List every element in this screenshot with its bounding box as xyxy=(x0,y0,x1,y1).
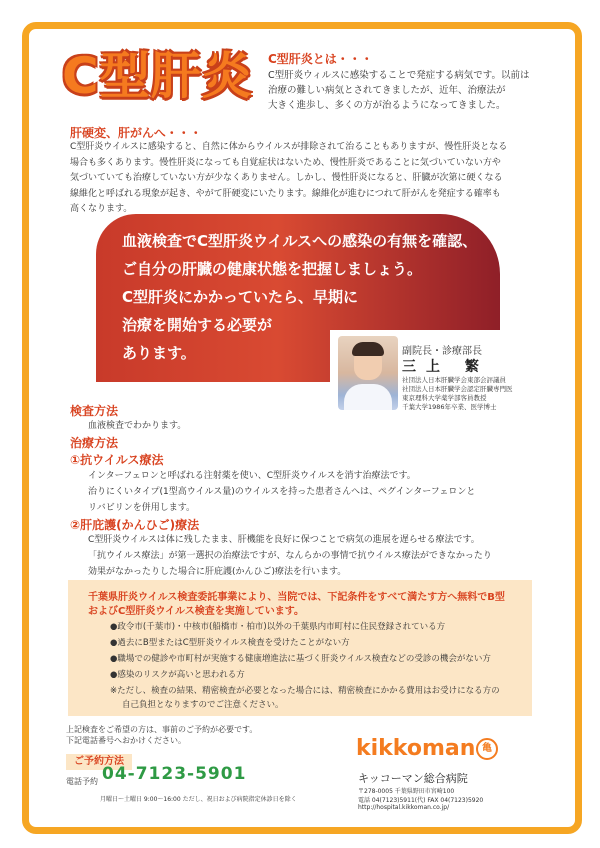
doctor-name: 三上 繁 xyxy=(402,359,489,375)
hospital-url[interactable]: http://hospital.kikkoman.co.jp/ xyxy=(358,804,450,811)
liver-protection-text: C型肝炎ウイルスは体に残したまま、肝機能を良好に保つことで病気の進展を遅らせる療法です。 「抗ウイルス療法」が第一選択の治療法ですが、なんらかの事情で抗ウイルス療法ができなかったり 効果がなかったりした場合に肝庇護(かんひご)療法を行います。 xyxy=(88,535,492,577)
hospital-address: 〒278-0005 千葉県野田市宮崎100 xyxy=(358,788,455,795)
antiviral-heading: ①抗ウイルス療法 xyxy=(70,453,164,467)
reservation-label: ご予約方法 xyxy=(66,754,132,770)
liver-protection-heading: ②肝庇護(かんひご)療法 xyxy=(70,518,200,532)
doctor-credential: 千葉大学1986年卒業、医学博士 xyxy=(402,403,497,411)
notice-note: ※ただし、検査の結果、精密検査が必要となった場合には、精密検査にかかる費用はお受けになる方の xyxy=(110,686,500,696)
section1-heading: 肝硬変、肝がんへ・・・ xyxy=(70,126,202,140)
notice-item: ●感染のリスクが高いと思われる方 xyxy=(110,670,245,680)
banner-line: 治療を開始する必要が xyxy=(122,316,273,334)
hospital-phone: 電話 04(7123)5911(代) FAX 04(7123)5920 xyxy=(358,797,484,804)
treatment-heading: 治療方法 xyxy=(70,436,119,450)
doctor-credential: 東京理科大学薬学部客員教授 xyxy=(402,394,487,402)
notice-title: 千葉県肝炎ウイルス検査委託事業により、当院では、下記条件をすべて満たす方へ無料でB型 xyxy=(88,592,505,603)
section1-text: C型肝炎ウイルスに感染すると、自然に体からウイルスが排除されて治ることもありますが、慢性肝炎となる 場合も多くあります。慢性肝炎になっても自覚症状はないため、慢性肝炎であることに気づいていない方や 気づいていても治療していない方が少なくありません。しかし、慢性肝炎になると、肝臓が次第に硬くなる 線維化と呼ばれる現象が起き、やがて肝硬変にいたります。線維化が進むにつれて肝がんを発症する確率も 高くなります。 xyxy=(70,142,508,214)
reservation-note: 上記検査をご希望の方は、事前のご予約が必要です。 xyxy=(66,725,258,734)
reception-hours: 月曜日～土曜日 9:00～16:00 ただし、祝日および病院指定休診日を除く xyxy=(100,796,297,803)
doctor-photo xyxy=(338,336,398,410)
notice-title: およびC型肝炎ウイルス検査を実施しています。 xyxy=(88,606,304,617)
doctor-credential: 社団法人日本肝臓学会認定肝臓専門医 xyxy=(402,385,513,393)
notice-item: ●過去にB型またはC型肝炎ウイルス検査を受けたことがない方 xyxy=(110,638,350,648)
kikkoman-mark-icon: 亀 xyxy=(476,738,498,760)
phone-label: 電話予約 xyxy=(66,777,98,786)
exam-heading: 検査方法 xyxy=(70,404,119,418)
intro-text: C型肝炎ウィルスに感染することで発症する病気です。以前は 治療の難しい病気とされてきましたが、近年、治療法が 大きく進歩し、多くの方が治るようになってきました。 xyxy=(268,70,530,111)
notice-item: ●職場での健診や市町村が実施する健康増進法に基づく肝炎ウイルス検査などの受診の機会がない方 xyxy=(110,654,491,664)
intro-heading: C型肝炎とは・・・ xyxy=(268,52,373,66)
notice-note: 自己負担となりますのでご注意ください。 xyxy=(122,700,284,710)
doctor-role: 副院長・診療部長 xyxy=(402,346,482,357)
notice-item: ●政令市(千葉市)・中核市(船橋市・柏市)以外の千葉県内市町村に住民登録されている方 xyxy=(110,622,446,632)
hospital-name: キッコーマン総合病院 xyxy=(358,772,468,785)
exam-text: 血液検査でわかります。 xyxy=(88,421,187,431)
page-title: C型肝炎 xyxy=(62,47,253,105)
kikkoman-logo: kikkoman xyxy=(356,736,476,761)
reservation-note: 下記電話番号へおかけください。 xyxy=(66,736,186,745)
banner-line: ご自分の肝臓の健康状態を把握しましょう。 xyxy=(122,260,423,278)
banner-line: 血液検査でC型肝炎ウイルスへの感染の有無を確認、 xyxy=(122,232,478,250)
doctor-credential: 社団法人日本肝臓学会東部会評議員 xyxy=(402,376,506,384)
free-test-notice xyxy=(68,580,532,716)
banner-line: C型肝炎にかかっていたら、早期に xyxy=(122,288,359,306)
antiviral-text: インターフェロンと呼ばれる注射薬を使い、C型肝炎ウイルスを消す治療法です。 治りにくいタイプ(1型高ウイルス量)のウイルスを持った患者さんへは、ペグインターフェロンと リバビリンを併用します。 xyxy=(88,471,476,513)
banner-line: あります。 xyxy=(122,344,196,362)
phone-number[interactable]: 04-7123-5901 xyxy=(102,764,247,784)
